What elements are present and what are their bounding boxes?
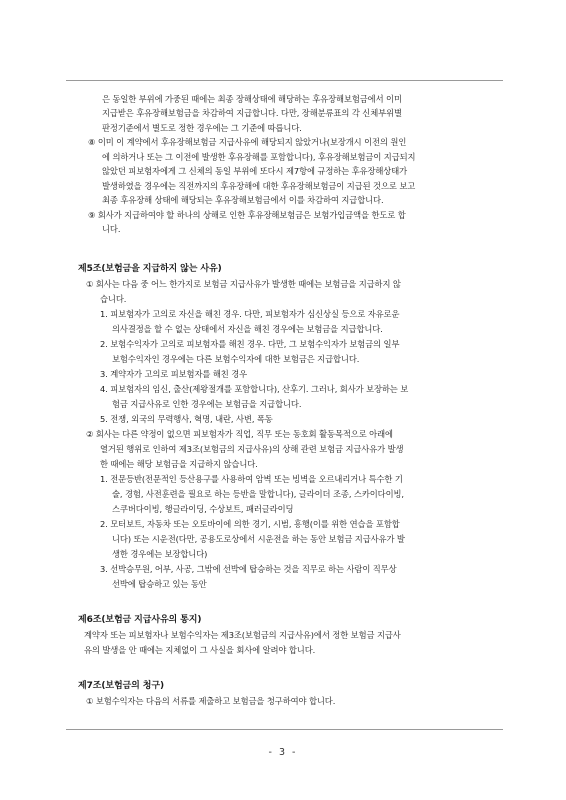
numbered-item: 2. 모터보트, 자동차 또는 오토바이에 의한 경기, 시범, 흥행(이를 위한 연습을 포함합 [100, 519, 400, 529]
text-line: 발생하였을 경우에는 직전까지의 후유장해에 대한 후유장해보험금이 지급된 것으로 보고 [102, 181, 416, 191]
numbered-item: 2. 보험수익자가 고의로 피보험자를 해친 경우. 다만, 그 보험수익자가 보험금의 일부 [100, 339, 400, 349]
text-line: 판정기준에서 별도로 정한 경우에는 그 기준에 따릅니다. [102, 123, 302, 133]
list-item-8: ⑧ 이미 이 계약에서 후유장해보험금 지급사유에 해당되지 않았거나(보장개시 이전의 원인 [88, 137, 407, 147]
text-line: 니다) 또는 시운전(다만, 공용도로상에서 시운전을 하는 동안 보험금 지급사유가 발 [112, 534, 405, 544]
text-line: 스쿠버다이빙, 행글라이딩, 수상보트, 패러글라이딩 [112, 504, 294, 514]
section-heading-article-7: 제7조(보험금의 청구) [78, 681, 164, 691]
text-line: 니다. [102, 224, 121, 234]
list-item-2: ② 회사는 다른 약정이 없으면 피보험자가 직업, 직무 또는 동호회 활동목적으로 아래에 [86, 429, 393, 439]
numbered-item: 3. 계약자가 고의로 피보험자를 해친 경우 [100, 369, 248, 379]
text-line: 험금 지급사유로 인한 경우에는 보험금을 지급합니다. [112, 399, 302, 409]
text-line: 술, 경험, 사전훈련을 필요로 하는 등반을 말합니다), 글라이더 조종, 스카이다이빙, [112, 489, 404, 499]
numbered-item: 5. 전쟁, 외국의 무력행사, 혁명, 내란, 사변, 폭동 [100, 414, 273, 424]
text-line: 생한 경우에는 보장합니다) [112, 549, 208, 559]
numbered-item: 1. 피보험자가 고의로 자신을 해친 경우. 다만, 피보험자가 심신상실 등으로 자유로운 [100, 309, 400, 319]
text-line: 최종 후유장해 상태에 해당되는 후유장해보험금에서 이를 차감하여 지급합니다. [102, 195, 384, 205]
numbered-item: 1. 전문등반(전문적인 등산용구를 사용하여 암벽 또는 빙벽을 오르내리거나 특수한 기 [100, 474, 403, 484]
numbered-item: 3. 선박승무원, 어부, 사공, 그밖에 선박에 탑승하는 것을 직무로 하는 사람이 직무상 [100, 564, 397, 574]
text-line: 한 때에는 해당 보험금을 지급하지 않습니다. [100, 459, 258, 469]
text-line: 열거된 행위로 인하여 제3조(보험금의 지급사유)의 상해 관련 보험금 지급사유가 발생 [100, 444, 404, 454]
text-line: 에 의하거나 또는 그 이전에 발생한 후유장해를 포함합니다), 후유장해보험금이 지급되지 [102, 152, 416, 162]
list-item-1: ① 보험수익자는 다음의 서류를 제출하고 보험금을 청구하여야 합니다. [86, 696, 336, 706]
text-line: 은 동일한 부위에 가중된 때에는 최종 장해상태에 해당하는 후유장해보험금에서 이미 [102, 94, 402, 104]
list-item-9: ⑨ 회사가 지급하여야 할 하나의 상해로 인한 후유장해보험금은 보험가입금액을 한도로 합 [88, 210, 406, 220]
header-rule [66, 80, 503, 81]
text-line: 유의 발생을 안 때에는 지체없이 그 사실을 회사에 알려야 합니다. [84, 645, 316, 655]
section-heading-article-5: 제5조(보험금을 지급하지 않는 사유) [78, 264, 222, 274]
numbered-item: 4. 피보험자의 임신, 출산(제왕절개를 포함합니다), 산후기. 그러나, 회사가 보장하는 보 [100, 384, 409, 394]
text-line: 선박에 탑승하고 있는 동안 [112, 579, 207, 589]
text-line: 않았던 피보험자에게 그 신체의 동일 부위에 또다시 제7항에 규정하는 후유장해상태가 [102, 166, 408, 176]
text-line: 습니다. [100, 294, 127, 304]
footer-rule [66, 729, 503, 730]
text-line: 보험수익자인 경우에는 다른 보험수익자에 대한 보험금은 지급합니다. [112, 354, 360, 364]
section-heading-article-6: 제6조(보험금 지급사유의 통지) [78, 615, 202, 625]
list-item-1: ① 회사는 다음 중 어느 한가지로 보험금 지급사유가 발생한 때에는 보험금을 지급하지 않 [86, 279, 401, 289]
text-line: 계약자 또는 피보험자나 보험수익자는 제3조(보험금의 지급사유)에서 정한 보험금 지급사 [84, 630, 401, 640]
text-line: 의사결정을 할 수 없는 상태에서 자신을 해친 경우에는 보험금을 지급합니다. [112, 324, 383, 334]
page-number: - 3 - [268, 747, 298, 758]
text-line: 지급받은 후유장해보험금을 차감하여 지급합니다. 다만, 장해분류표의 각 신체부위별 [102, 108, 402, 118]
